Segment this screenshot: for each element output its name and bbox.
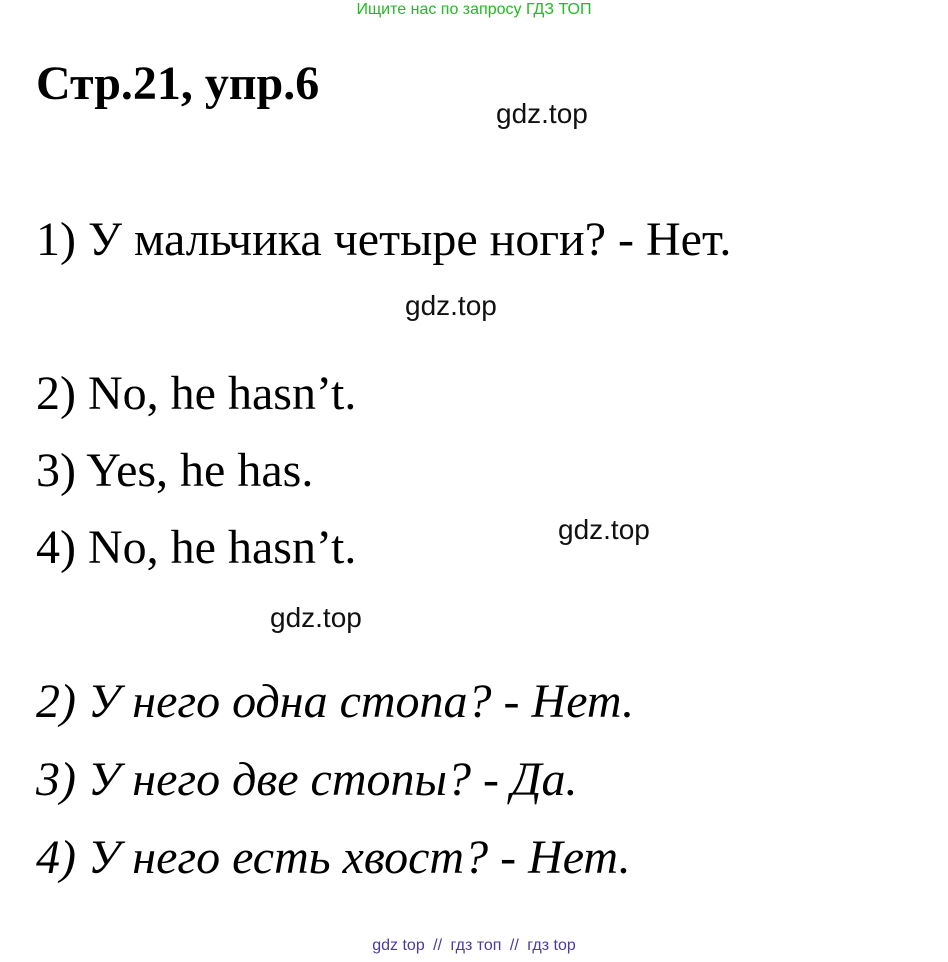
answer-line-4: 4) No, he hasn’t. (36, 521, 357, 574)
watermark: gdz.top (558, 514, 650, 545)
page-title: Стр.21, упр.6 (36, 57, 320, 110)
watermark: gdz.top (405, 290, 497, 321)
answer-line-2: 2) No, he hasn’t. (36, 367, 357, 420)
watermark: gdz.top (496, 98, 588, 129)
footer-separator: // (433, 937, 443, 954)
footer-link-gdz-top-ru[interactable]: гдз топ (450, 937, 502, 954)
footer-links (0, 937, 948, 955)
footer-link-gdz-top-mixed[interactable]: гдз top (527, 937, 576, 954)
footer-separator: // (509, 937, 519, 954)
top-banner: Ищите нас по запросу ГДЗ ТОП (356, 1, 592, 18)
translation-line-3: 3) У него две стопы? - Да. (36, 753, 578, 806)
translation-line-2: 2) У него одна стопа? - Нет. (36, 675, 635, 728)
translation-line-4: 4) У него есть хвост? - Нет. (36, 831, 631, 884)
watermark: gdz.top (270, 602, 362, 633)
answer-line-3: 3) Yes, he has. (36, 444, 314, 497)
footer-link-gdz-top[interactable]: gdz top (372, 937, 425, 954)
answer-line-1: 1) У мальчика четыре ноги? - Нет. (36, 213, 732, 266)
